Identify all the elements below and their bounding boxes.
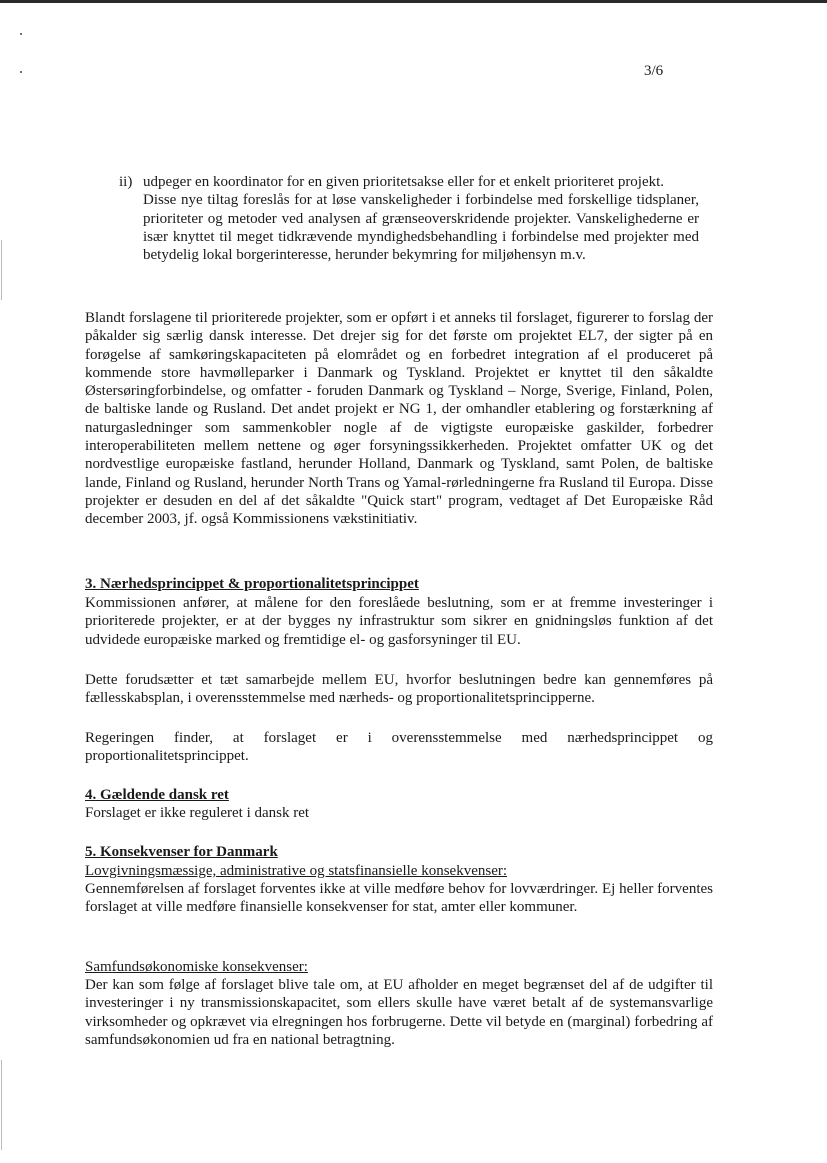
section-4-paragraph: Forslaget er ikke reguleret i dansk ret (85, 805, 310, 821)
section-3-paragraph-1: Kommissionen anfører, at målene for den foreslåede beslutning, som er at fremme investeringer i prioriterede projekter, er at der bygges ny infrastruktur som sikrer en gnidningsløs funktion af det udvidede europæiske marked og fremtidige el- og gasforsyninger til EU. (85, 595, 713, 648)
scan-speck (20, 71, 22, 73)
section-5-heading: 5. Konsekvenser for Danmark (85, 844, 278, 860)
list-item (119, 173, 699, 264)
list-item-text: udpeger en koordinator for en given prioritetsakse eller for et enkelt prioriteret projekt. (143, 174, 665, 190)
scan-speck (20, 33, 22, 35)
section-5-subheading-1: Lovgivningsmæssige, administrative og statsfinansielle konsekvenser: (85, 863, 508, 879)
section-4-heading: 4. Gældende dansk ret (85, 787, 229, 803)
page-number: 3/6 (644, 63, 664, 79)
section-5-paragraph-1: Gennemførelsen af forslaget forventes ikke at ville medføre behov for lovværdringer. Ej heller forventes forslaget at ville medføre finansielle konsekvenser for stat, amter eller kommuner. (85, 881, 713, 916)
list-marker: ii) (119, 174, 133, 190)
scan-top-edge (0, 0, 827, 3)
section-3-paragraph-2: Dette forudsætter et tæt samarbejde mellem EU, hvorfor beslutningen bedre kan gennemføres på fællesskabsplan, i overensstemmelse med nærheds- og proportionalitetsprincipperne. (85, 672, 713, 707)
section-5-paragraph-2: Der kan som følge af forslaget blive tale om, at EU afholder en meget begrænset del af de udgifter til investeringer i ny transmissionskapacitet, som ellers skulle have været betalt af de systemansvarlige virksomheder og opkrævet via elregningen hos forbrugerne. Dette vil betyde en (marginal) forbedring af samfundsøkonomien ud fra en national betragtning. (85, 977, 713, 1048)
scan-left-edge (1, 240, 2, 300)
paragraph-projects: Blandt forslagene til prioriterede projekter, som er opført i et anneks til forslaget, figurerer to forslag der påkalder sig særlig dansk interesse. Det drejer sig for det første om projektet EL7, der sigter på en forøgelse af samkøringskapaciteten på elområdet og en forbedret integration af el produceret på kommende store havmølleparker i Danmark og Tyskland. Projektet er knyttet til den såkaldte Østersøringforbindelse, og omfatter - foruden Danmark og Tyskland – Norge, Sverige, Finland, Polen, de baltiske lande og Rusland. Det andet projekt er NG 1, der omhandler etablering og forstærkning af naturgasledninger som sammenkobler nogle af de vigtigste europæiske gaskilder, forbedrer interoperabiliteten mellem nettene og øger forsyningssikkerheden. Projektet omfatter UK og det nordvestlige europæiske fastland, herunder Holland, Danmark og Tyskland, samt Polen, de baltiske lande, Finland og Rusland, herunder North Trans og Yamal-rørledningerne fra Rusland til Europa. Disse projekter er desuden en del af det såkaldte "Quick start" program, vedtaget af Det Europæiske Råd december 2003, jf. også Kommissionens vækstinitiativ. (85, 310, 713, 528)
section-3-paragraph-3: Regeringen finder, at forslaget er i overensstemmelse med nærhedsprincippet og proportionalitetsprincippet. (85, 730, 713, 765)
list-item-continuation: Disse nye tiltag foreslås for at løse vanskeligheder i forbindelse med forskellige tidsplaner, prioriteter og metoder ved analysen af grænseoverskridende projekter. Vanskelighederne er især knyttet til meget tidkrævende myndighedsbehandling i forbindelse med projekter med betydelig lokal borgerinteresse, herunder bekymring for miljøhensyn m.v. (143, 192, 699, 264)
section-3-heading: 3. Nærhedsprincippet & proportionalitetsprincippet (85, 576, 419, 592)
section-5-subheading-2: Samfundsøkonomiske konsekvenser: (85, 959, 308, 975)
scan-left-edge (1, 1060, 2, 1150)
